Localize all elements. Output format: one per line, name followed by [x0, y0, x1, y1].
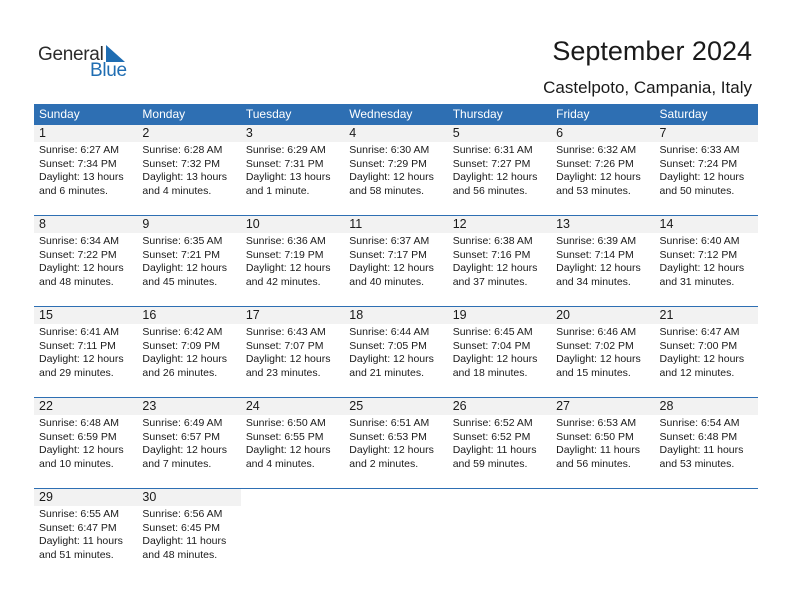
day-number: 20 [551, 307, 654, 324]
sunrise-time: Sunrise: 6:28 AM [142, 144, 223, 156]
day-number: 27 [551, 398, 654, 415]
day-sun-info [344, 233, 447, 289]
day-sun-info [34, 233, 137, 289]
day-sun-info [655, 233, 758, 289]
daylight-hours: Daylight: 12 hours [245, 262, 331, 274]
week-row [34, 306, 758, 397]
daylight-minutes: and 45 minutes. [142, 275, 218, 288]
daylight-hours: Daylight: 12 hours [659, 171, 745, 183]
sunset-time: Sunset: 7:00 PM [659, 339, 738, 352]
daylight-minutes: and 34 minutes. [556, 275, 631, 288]
day-number: 12 [448, 216, 551, 233]
sunrise-time: Sunrise: 6:34 AM [39, 235, 119, 247]
daylight-hours: Daylight: 12 hours [556, 262, 641, 274]
sunset-time: Sunset: 7:29 PM [349, 157, 427, 170]
daylight-minutes: and 53 minutes. [659, 457, 735, 470]
week-row [34, 215, 758, 306]
sunset-time: Sunset: 7:21 PM [142, 248, 221, 261]
sunset-time: Sunset: 7:32 PM [142, 157, 221, 170]
day-number: 24 [241, 398, 344, 415]
day-sun-info [551, 142, 654, 198]
day-sun-info [344, 324, 447, 380]
day-sun-info [655, 142, 758, 198]
daylight-minutes: and 29 minutes. [39, 366, 114, 379]
logo-word-blue: Blue [90, 60, 127, 81]
empty-day-cell [551, 489, 654, 579]
sunset-time: Sunset: 6:48 PM [659, 430, 738, 443]
day-cell [655, 216, 758, 306]
day-number: 15 [34, 307, 137, 324]
day-number: 9 [137, 216, 240, 233]
daylight-hours: Daylight: 12 hours [349, 262, 434, 274]
sunset-time: Sunset: 7:34 PM [39, 157, 117, 170]
day-sun-info [448, 415, 551, 471]
daylight-hours: Daylight: 12 hours [142, 444, 228, 456]
sunset-time: Sunset: 6:59 PM [39, 430, 117, 443]
empty-day-cell [344, 489, 447, 579]
sunrise-time: Sunrise: 6:39 AM [556, 235, 637, 247]
day-sun-info [344, 415, 447, 471]
day-number [344, 489, 447, 506]
day-sun-info [137, 233, 240, 289]
daylight-hours: Daylight: 13 hours [245, 171, 331, 183]
weekday-header-friday: Friday [556, 107, 590, 121]
day-number: 1 [34, 125, 137, 142]
sunrise-time: Sunrise: 6:50 AM [245, 417, 326, 429]
day-number: 26 [448, 398, 551, 415]
daylight-hours: Daylight: 12 hours [39, 353, 124, 365]
sunrise-time: Sunrise: 6:56 AM [142, 508, 223, 520]
sunrise-time: Sunrise: 6:41 AM [39, 326, 119, 338]
daylight-hours: Daylight: 12 hours [659, 262, 745, 274]
sunset-time: Sunset: 7:12 PM [659, 248, 738, 261]
location-subtitle: Castelpoto, Campania, Italy [543, 78, 752, 97]
day-cell [34, 307, 137, 397]
day-cell [344, 307, 447, 397]
day-cell [137, 307, 240, 397]
sunrise-time: Sunrise: 6:52 AM [452, 417, 533, 429]
day-sun-info [448, 142, 551, 198]
day-sun-info [551, 233, 654, 289]
day-number: 30 [137, 489, 240, 506]
daylight-minutes: and 7 minutes. [142, 457, 212, 470]
day-number: 10 [241, 216, 344, 233]
daylight-hours: Daylight: 11 hours [659, 444, 744, 456]
day-sun-info [655, 324, 758, 380]
sunset-time: Sunset: 7:16 PM [452, 248, 531, 261]
day-cell [448, 216, 551, 306]
daylight-hours: Daylight: 12 hours [452, 171, 538, 183]
sunset-time: Sunset: 6:52 PM [452, 430, 531, 443]
daylight-minutes: and 58 minutes. [349, 184, 424, 197]
logo-word-general: General [38, 44, 104, 65]
sunrise-time: Sunrise: 6:46 AM [556, 326, 637, 338]
sunset-time: Sunset: 6:50 PM [556, 430, 634, 443]
weekday-header-monday: Monday [142, 107, 186, 121]
day-cell [137, 398, 240, 488]
sunset-time: Sunset: 6:45 PM [142, 521, 221, 534]
sunrise-time: Sunrise: 6:30 AM [349, 144, 430, 156]
weekday-header-thursday: Thursday [452, 107, 503, 121]
daylight-hours: Daylight: 12 hours [556, 171, 641, 183]
daylight-hours: Daylight: 12 hours [142, 353, 228, 365]
day-sun-info [241, 233, 344, 289]
day-sun-info [34, 506, 137, 562]
sunset-time: Sunset: 7:24 PM [659, 157, 738, 170]
daylight-minutes: and 4 minutes. [245, 457, 315, 470]
sunrise-time: Sunrise: 6:45 AM [452, 326, 533, 338]
day-number: 5 [448, 125, 551, 142]
sunrise-time: Sunrise: 6:27 AM [39, 144, 119, 156]
sunrise-time: Sunrise: 6:55 AM [39, 508, 119, 520]
day-number [655, 489, 758, 506]
weekday-header-row [34, 104, 758, 125]
sunrise-time: Sunrise: 6:35 AM [142, 235, 223, 247]
day-cell [34, 489, 137, 579]
sunrise-time: Sunrise: 6:47 AM [659, 326, 740, 338]
daylight-hours: Daylight: 12 hours [659, 353, 745, 365]
daylight-minutes: and 50 minutes. [659, 184, 735, 197]
day-number: 22 [34, 398, 137, 415]
daylight-minutes: and 56 minutes. [452, 184, 528, 197]
day-cell [551, 398, 654, 488]
sunrise-time: Sunrise: 6:29 AM [245, 144, 326, 156]
sunset-time: Sunset: 7:02 PM [556, 339, 634, 352]
sunset-time: Sunset: 7:14 PM [556, 248, 634, 261]
day-cell [34, 125, 137, 215]
week-row [34, 125, 758, 215]
day-cell [655, 398, 758, 488]
daylight-hours: Daylight: 11 hours [556, 444, 640, 456]
daylight-minutes: and 53 minutes. [556, 184, 631, 197]
daylight-hours: Daylight: 11 hours [452, 444, 537, 456]
day-sun-info [551, 415, 654, 471]
daylight-hours: Daylight: 11 hours [142, 535, 227, 547]
empty-day-cell [241, 489, 344, 579]
day-cell [241, 125, 344, 215]
daylight-minutes: and 42 minutes. [245, 275, 321, 288]
weekday-header-sunday: Sunday [39, 107, 80, 121]
daylight-minutes: and 2 minutes. [349, 457, 419, 470]
daylight-minutes: and 21 minutes. [349, 366, 424, 379]
sunrise-time: Sunrise: 6:44 AM [349, 326, 430, 338]
day-sun-info [137, 324, 240, 380]
day-cell [551, 307, 654, 397]
sunset-time: Sunset: 7:19 PM [245, 248, 324, 261]
logo [38, 44, 138, 80]
day-sun-info [137, 415, 240, 471]
daylight-hours: Daylight: 12 hours [142, 262, 228, 274]
daylight-minutes: and 37 minutes. [452, 275, 528, 288]
day-sun-info [655, 415, 758, 471]
daylight-minutes: and 6 minutes. [39, 184, 108, 197]
day-sun-info [34, 415, 137, 471]
sunset-time: Sunset: 7:07 PM [245, 339, 324, 352]
daylight-hours: Daylight: 12 hours [349, 444, 434, 456]
day-number: 2 [137, 125, 240, 142]
day-number [448, 489, 551, 506]
daylight-minutes: and 51 minutes. [39, 548, 114, 561]
day-number: 14 [655, 216, 758, 233]
sunset-time: Sunset: 7:11 PM [39, 339, 116, 352]
day-cell [448, 125, 551, 215]
day-cell [448, 398, 551, 488]
sunset-time: Sunset: 6:47 PM [39, 521, 117, 534]
daylight-hours: Daylight: 12 hours [245, 353, 331, 365]
daylight-minutes: and 56 minutes. [556, 457, 631, 470]
sunrise-time: Sunrise: 6:32 AM [556, 144, 637, 156]
weekday-header-tuesday: Tuesday [245, 107, 292, 121]
day-cell [137, 489, 240, 579]
sunrise-time: Sunrise: 6:37 AM [349, 235, 430, 247]
day-sun-info [34, 142, 137, 198]
sunset-time: Sunset: 6:55 PM [245, 430, 324, 443]
sunrise-time: Sunrise: 6:49 AM [142, 417, 223, 429]
day-sun-info [241, 415, 344, 471]
day-number: 18 [344, 307, 447, 324]
day-sun-info [241, 324, 344, 380]
day-number [241, 489, 344, 506]
day-number: 3 [241, 125, 344, 142]
daylight-minutes: and 40 minutes. [349, 275, 424, 288]
daylight-hours: Daylight: 13 hours [142, 171, 228, 183]
sunrise-time: Sunrise: 6:36 AM [245, 235, 326, 247]
sunrise-time: Sunrise: 6:38 AM [452, 235, 533, 247]
day-number: 28 [655, 398, 758, 415]
daylight-hours: Daylight: 11 hours [39, 535, 123, 547]
day-number: 8 [34, 216, 137, 233]
weekday-header-wednesday: Wednesday [349, 107, 413, 121]
sunset-time: Sunset: 7:04 PM [452, 339, 531, 352]
sunset-time: Sunset: 7:22 PM [39, 248, 117, 261]
sunset-time: Sunset: 7:27 PM [452, 157, 531, 170]
day-number: 13 [551, 216, 654, 233]
day-number: 6 [551, 125, 654, 142]
daylight-minutes: and 23 minutes. [245, 366, 321, 379]
sunset-time: Sunset: 6:53 PM [349, 430, 427, 443]
day-cell [137, 125, 240, 215]
sunrise-time: Sunrise: 6:53 AM [556, 417, 637, 429]
daylight-minutes: and 48 minutes. [142, 548, 218, 561]
day-sun-info [137, 506, 240, 562]
daylight-hours: Daylight: 12 hours [349, 171, 434, 183]
daylight-minutes: and 18 minutes. [452, 366, 528, 379]
day-cell [241, 398, 344, 488]
daylight-minutes: and 10 minutes. [39, 457, 114, 470]
daylight-hours: Daylight: 12 hours [556, 353, 641, 365]
empty-day-cell [448, 489, 551, 579]
daylight-hours: Daylight: 12 hours [39, 444, 124, 456]
day-cell [551, 125, 654, 215]
daylight-hours: Daylight: 12 hours [245, 444, 331, 456]
daylight-minutes: and 59 minutes. [452, 457, 528, 470]
day-cell [34, 398, 137, 488]
daylight-minutes: and 12 minutes. [659, 366, 735, 379]
day-number [551, 489, 654, 506]
day-number: 19 [448, 307, 551, 324]
day-number: 11 [344, 216, 447, 233]
day-cell [655, 125, 758, 215]
sunset-time: Sunset: 7:31 PM [245, 157, 324, 170]
day-cell [344, 125, 447, 215]
sunrise-time: Sunrise: 6:48 AM [39, 417, 119, 429]
day-cell [344, 216, 447, 306]
daylight-minutes: and 26 minutes. [142, 366, 218, 379]
sunrise-time: Sunrise: 6:42 AM [142, 326, 223, 338]
day-sun-info [448, 324, 551, 380]
sunrise-time: Sunrise: 6:54 AM [659, 417, 740, 429]
day-cell [655, 307, 758, 397]
sunset-time: Sunset: 7:17 PM [349, 248, 427, 261]
day-number: 4 [344, 125, 447, 142]
sunset-time: Sunset: 7:26 PM [556, 157, 634, 170]
day-cell [137, 216, 240, 306]
day-number: 16 [137, 307, 240, 324]
day-cell [34, 216, 137, 306]
page-title: September 2024 [552, 36, 752, 66]
day-cell [551, 216, 654, 306]
sunrise-time: Sunrise: 6:40 AM [659, 235, 740, 247]
day-number: 29 [34, 489, 137, 506]
week-row [34, 488, 758, 579]
day-cell [344, 398, 447, 488]
day-cell [241, 216, 344, 306]
daylight-hours: Daylight: 12 hours [452, 353, 538, 365]
empty-day-cell [655, 489, 758, 579]
daylight-minutes: and 48 minutes. [39, 275, 114, 288]
day-sun-info [551, 324, 654, 380]
daylight-hours: Daylight: 12 hours [349, 353, 434, 365]
day-number: 25 [344, 398, 447, 415]
day-sun-info [344, 142, 447, 198]
daylight-minutes: and 31 minutes. [659, 275, 735, 288]
calendar-grid [34, 104, 758, 579]
day-cell [241, 307, 344, 397]
sunrise-time: Sunrise: 6:33 AM [659, 144, 740, 156]
daylight-hours: Daylight: 12 hours [39, 262, 124, 274]
daylight-minutes: and 15 minutes. [556, 366, 631, 379]
sunset-time: Sunset: 6:57 PM [142, 430, 221, 443]
sunset-time: Sunset: 7:09 PM [142, 339, 221, 352]
day-sun-info [448, 233, 551, 289]
day-number: 17 [241, 307, 344, 324]
sunrise-time: Sunrise: 6:43 AM [245, 326, 326, 338]
day-number: 7 [655, 125, 758, 142]
day-number: 23 [137, 398, 240, 415]
day-sun-info [34, 324, 137, 380]
sunrise-time: Sunrise: 6:31 AM [452, 144, 533, 156]
daylight-minutes: and 1 minute. [245, 184, 310, 197]
day-sun-info [137, 142, 240, 198]
sunset-time: Sunset: 7:05 PM [349, 339, 427, 352]
day-cell [448, 307, 551, 397]
day-number: 21 [655, 307, 758, 324]
daylight-hours: Daylight: 13 hours [39, 171, 124, 183]
daylight-minutes: and 4 minutes. [142, 184, 212, 197]
week-row [34, 397, 758, 488]
day-sun-info [241, 142, 344, 198]
daylight-hours: Daylight: 12 hours [452, 262, 538, 274]
sunrise-time: Sunrise: 6:51 AM [349, 417, 430, 429]
weekday-header-saturday: Saturday [659, 107, 708, 121]
